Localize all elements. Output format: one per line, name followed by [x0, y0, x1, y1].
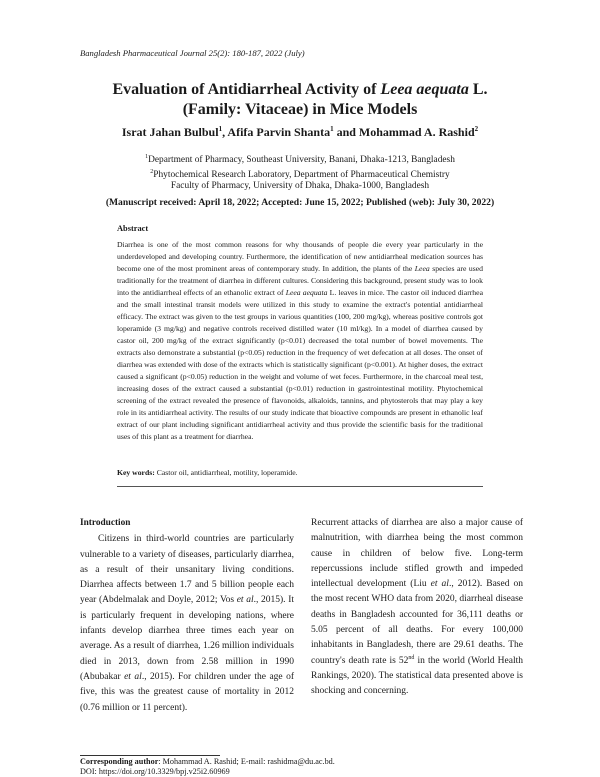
- intro-right-etal-1: et al: [430, 579, 449, 590]
- author-1: Israt Jahan Bulbul: [121, 125, 219, 139]
- manuscript-dates: (Manuscript received: April 18, 2022; Accepted: June 15, 2022; Published (web): July 30, 2022): [105, 197, 495, 208]
- keywords: [117, 468, 483, 477]
- intro-heading: Introduction: [80, 518, 131, 528]
- abstract-body: [117, 239, 483, 443]
- keywords-text: Castor oil, antidiarrheal, motility, loperamide.: [154, 468, 298, 477]
- abstract-heading: Abstract: [117, 224, 149, 233]
- intro-right-column: [311, 516, 523, 700]
- abstract-text-1: Diarrhea is one of the most common reasons for why thousands of people die every year particularly in the underdeveloped and developing country. Furthermore, the identification of new antidiarrheal medication sources has become one of the most prominent areas of contemporary study. In addition, the plants of the: [117, 240, 483, 273]
- author-1-sup: 1: [218, 125, 223, 133]
- title-line2: (Family: Vitaceae) in Mice Models: [182, 101, 418, 118]
- abstract-italic-2: Leea aequata: [285, 288, 328, 297]
- intro-left-text-1: Citizens in third-world countries are particularly vulnerable to a variety of diseases, particularly diarrhea, as a result of their unsanitary living conditions. Diarrhea affects between 1.7 and 5 billion people each year (Abdelmalak and Doyle, 2012; Vos: [80, 534, 294, 606]
- footnote: [80, 757, 520, 777]
- section-divider: [117, 486, 483, 487]
- affil-line-3: Faculty of Pharmacy, University of Dhaka, Dhaka-1000, Bangladesh: [170, 181, 430, 192]
- affiliations: [60, 152, 540, 193]
- author-3-sup: 2: [474, 125, 479, 133]
- author-2: , Afifa Parvin Shanta: [222, 125, 331, 139]
- journal-header: Bangladesh Pharmaceutical Journal 25(2): 180-187, 2022 (July): [80, 48, 305, 58]
- abstract-text-3: L. leaves in mice. The castor oil induced diarrhea and the small intestinal transit models were utilized in this study to examine the extract's potential antidiarrheal efficacy. The extract was given to the test groups in various quantities (100, 200 mg/kg), whereas positive controls got loperamide (3 mg/kg) and negative controls received distilled water (10 ml/kg). In a model of diarrhea caused by castor oil, 200 mg/kg of the extract significantly (p<0.01) decreased the total number of bowel movements. The extracts also demonstrate a substantial (p<0.05) reduction in the frequency of wet defecation at all doses. The onset of diarrhea was extended with dose of the extracts which is statistically significant (p<0.001). At higher doses, the extract caused a significant (p<0.05) reduction in the weight and volume of wet feces. Furthermore, in the charcoal meal test, increasing doses of the extract caused a substantial (p<0.01) reduction in gastrointestinal motility. Phytochemical screening of the extract revealed the presence of flavonoids, alkaloids, tannins, and phytosterols that may play a key role in its antidiarrheal activity. The results of our study indicate that bioactive compounds are present in ethanolic leaf extract of our plant including significant antidiarrheal activity and thus provide the scientific basis for the traditional uses of this plant as a treatment for diarrhea.: [117, 288, 483, 441]
- affil-2-sup: 2: [150, 168, 154, 175]
- author-3: and Mohammad A. Rashid: [333, 125, 475, 139]
- intro-paragraph-left: [80, 532, 294, 716]
- affil-1-sup: 1: [145, 154, 149, 160]
- footnote-label: Corresponding author: [80, 757, 159, 766]
- intro-right-text-2: ., 2012). Based on the most recent WHO data from 2020, diarrheal disease deaths in Bangladesh accounted for 36,111 deaths or 5.05 percent of all deaths. For every 100,000 inhabitants in Bangladesh, there are 29.61 deaths. The country's death rate is 52: [311, 579, 523, 666]
- abstract-text-2: species are used traditionally for the treatment of diarrhea in different cultures. Considering this background, present study was to look into the antidiarrheal effects of an ethanolic extract of: [117, 264, 483, 297]
- intro-right-text-1: Recurrent attacks of diarrhea are also a major cause of malnutrition, with diarrhea being the most common cause in children of below five. Long-term repercussions include stifled growth and impeded intellectual development (Liu: [311, 518, 523, 590]
- title-part1: Evaluation of Antidiarrheal Activity of: [112, 81, 381, 98]
- affil-line-2: Phytochemical Research Laboratory, Department of Pharmaceutical Chemistry: [153, 169, 450, 180]
- intro-paragraph-right: [311, 516, 523, 700]
- abstract-italic-1: Leea: [414, 264, 430, 273]
- intro-left-etal-2: et al: [124, 671, 142, 682]
- footnote-rule: [80, 755, 220, 756]
- author-list: [60, 125, 540, 140]
- affil-line-1: Department of Pharmacy, Southeast University, Banani, Dhaka-1213, Bangladesh: [148, 155, 455, 166]
- intro-left-text-3: ., 2015). For children under the age of five, this was the greatest cause of mortality in 2012 (0.76 million or 11 percent).: [80, 671, 295, 713]
- intro-left-text-2: ., 2015). It is particularly frequent in developing nations, where infants develop diarrhea three times each year on average. As a result of diarrhea, 1.26 million individuals died in 2013, down from 2.58 million in 1990 (Abubakar: [80, 595, 294, 682]
- intro-right-text-3: in the world (World Health Rankings, 2020). The statistical data presented above is shocking and concerning.: [311, 655, 524, 697]
- title-part2: L.: [468, 81, 488, 98]
- intro-left-etal-1: et al: [236, 595, 254, 606]
- intro-left-column: [80, 516, 294, 716]
- intro-right-sup: nd: [408, 654, 415, 661]
- footnote-text: : Mohammad A. Rashid; E-mail: rashidma@du.ac.bd.: [158, 757, 335, 766]
- article-title: [60, 80, 540, 120]
- doi-link[interactable]: DOI: https://doi.org/10.3329/bpj.v25i2.60969: [80, 767, 230, 776]
- title-species: Leea aequata: [380, 81, 469, 98]
- keywords-label: Key words:: [117, 468, 155, 477]
- author-2-sup: 1: [330, 125, 334, 133]
